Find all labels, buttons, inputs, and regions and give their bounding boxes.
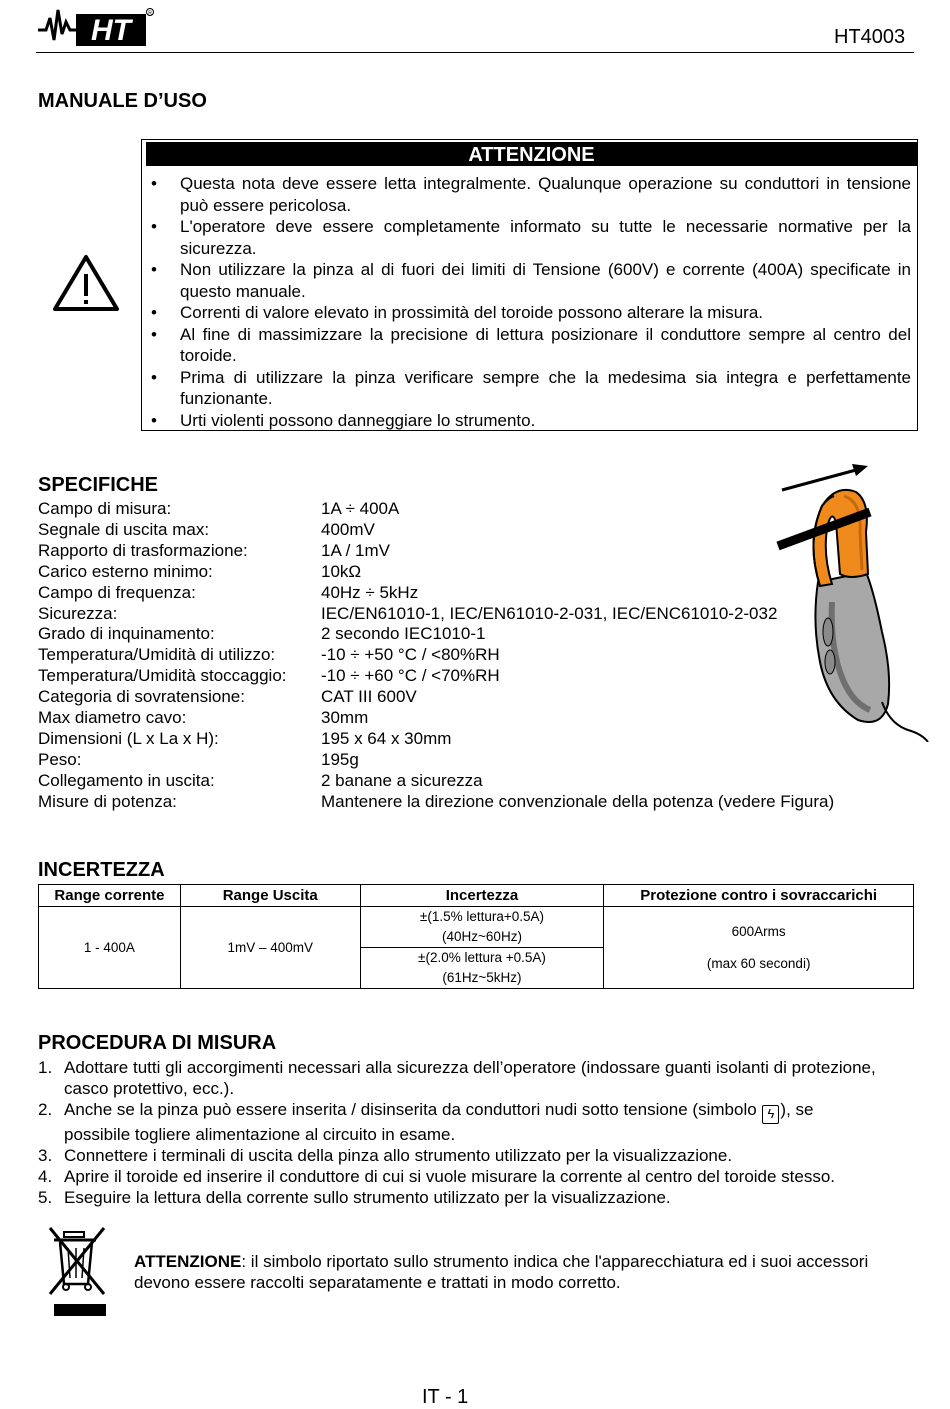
ht-logo [36, 0, 156, 48]
spec-value: CAT III 600V [321, 687, 417, 707]
col-protezione: Protezione contro i sovraccarichi [604, 885, 914, 907]
spec-row [38, 624, 834, 645]
range-corrente-cell: 1 - 400A [39, 907, 181, 989]
spec-row [38, 583, 834, 604]
spec-row [38, 520, 834, 541]
spec-value: 2 secondo IEC1010-1 [321, 624, 486, 644]
spec-value: 30mm [321, 708, 369, 728]
spec-value: Mantenere la direzione convenzionale della potenza (vedere Figura) [321, 791, 835, 811]
warning-item: • Prima di utilizzare la pinza verificare sempre che la medesima sia integra e perfettamente funzionante. [151, 367, 911, 408]
spec-row [38, 541, 834, 562]
spec-label: Collegamento in uscita: [38, 770, 215, 790]
spec-value: 10kΩ [321, 561, 362, 581]
warning-item: • L'operatore deve essere completamente informato su tutte le necessarie normative per la sicurezza. [151, 217, 911, 258]
spec-label: Temperatura/Umidità di utilizzo: [38, 645, 276, 665]
spec-label: Sicurezza: [38, 603, 118, 623]
spec-label: Grado di inquinamento: [38, 624, 215, 644]
spec-row [38, 687, 834, 708]
spec-row [38, 792, 834, 813]
live-voltage-symbol-icon: ϟ [762, 1105, 779, 1124]
warning-item: • Correnti di valore elevato in prossimità del toroide possono alterare la misura. [151, 303, 764, 322]
spec-title: SPECIFICHE [38, 474, 159, 496]
spec-row [38, 499, 834, 520]
protection-cell: 600Arms (max 60 secondi) [604, 907, 914, 989]
spec-label: Temperatura/Umidità stoccaggio: [38, 666, 287, 686]
spec-value: IEC/EN61010-1, IEC/EN61010-2-031, IEC/ENC61010-2-032 [321, 603, 778, 623]
uncertainty-title: INCERTEZZA [38, 859, 165, 881]
spec-row [38, 562, 834, 583]
disposal-note: ATTENZIONE: il simbolo riportato sullo strumento indica che l'apparecchiatura ed i suoi accessori devono essere raccolti separatamente e trattati in modo corretto. [134, 1252, 869, 1292]
spec-value: -10 ÷ +60 °C / <70%RH [321, 666, 500, 686]
warning-box [141, 139, 918, 431]
procedure-step: 4. Aprire il toroide ed inserire il conduttore di cui si vuole misurare la corrente al centro del toroide stesso. [38, 1167, 836, 1186]
warning-item: • Questa nota deve essere letta integralmente. Qualunque operazione su conduttori in tensione può essere pericolosa. [151, 174, 911, 215]
procedure-step: 2. Anche se la pinza può essere inserita / disinserita da conduttori nudi sotto tensione (simbolo ϟ ), se possibile togliere alimentazione al circuito in esame. [38, 1100, 814, 1144]
range-uscita-cell: 1mV – 400mV [180, 907, 360, 989]
procedure-list [38, 1057, 878, 1208]
spec-row [38, 771, 834, 792]
uncertainty-cell: ±(2.0% lettura +0.5A) (61Hz~5kHz) [360, 948, 604, 989]
warning-item: • Urti violenti possono danneggiare lo strumento. [151, 410, 536, 430]
spec-label: Categoria di sovratensione: [38, 687, 245, 707]
manual-title: MANUALE D’USO [38, 90, 207, 112]
table-row [39, 907, 914, 948]
spec-row [38, 708, 834, 729]
spec-label: Dimensioni (L x La x H): [38, 728, 219, 748]
spec-row [38, 750, 834, 771]
current-clamp-illustration [770, 462, 930, 742]
spec-row [38, 604, 834, 625]
logo-text: HT [91, 14, 131, 47]
spec-value: 195g [321, 749, 359, 769]
col-range-corrente: Range corrente [39, 885, 181, 907]
uncertainty-cell: ±(1.5% lettura+0.5A) (40Hz~60Hz) [360, 907, 604, 948]
page-number: IT - 1 [422, 1386, 469, 1408]
spec-value: 40Hz ÷ 5kHz [321, 582, 419, 602]
spec-value: 400mV [321, 519, 375, 539]
uncertainty-header-row [39, 885, 914, 907]
uncertainty-table [38, 884, 914, 989]
spec-label: Misure di potenza: [38, 791, 177, 811]
procedure-step: 1. Adottare tutti gli accorgimenti necessari alla sicurezza dell’operatore (indossare guanti isolanti di protezione, casco protettivo, ecc.). [38, 1058, 876, 1098]
spec-label: Campo di frequenza: [38, 582, 196, 602]
spec-label: Carico esterno minimo: [38, 561, 213, 581]
procedure-step: 3. Connettere i terminali di uscita della pinza allo strumento utilizzato per la visualizzazione. [38, 1146, 733, 1165]
spec-label: Campo di misura: [38, 499, 172, 518]
procedure-step: 5. Eseguire la lettura della corrente sullo strumento utilizzato per la visualizzazione. [38, 1188, 671, 1207]
spec-value: 2 banane a sicurezza [321, 770, 483, 790]
spec-label: Peso: [38, 749, 82, 769]
spec-row [38, 645, 834, 666]
procedure-title: PROCEDURA DI MISURA [38, 1032, 277, 1054]
spec-label: Segnale di uscita max: [38, 519, 210, 539]
spec-value: 1A ÷ 400A [321, 499, 400, 518]
svg-text:R: R [148, 10, 152, 17]
warning-list [142, 173, 917, 431]
spec-value: 1A / 1mV [321, 540, 390, 560]
spec-table [38, 499, 834, 813]
spec-value: -10 ÷ +50 °C / <80%RH [321, 645, 500, 665]
col-incertezza: Incertezza [360, 885, 604, 907]
spec-label: Max diametro cavo: [38, 708, 187, 728]
warning-title: ATTENZIONE [146, 142, 917, 166]
warning-item: • Non utilizzare la pinza al di fuori dei limiti di Tensione (600V) e corrente (400A) specificate in questo manuale. [151, 260, 911, 301]
model-name: HT4003 [834, 26, 906, 48]
spec-row [38, 666, 834, 687]
crossed-bin-icon [46, 1224, 110, 1320]
header-divider [36, 52, 914, 53]
warning-item: • Al fine di massimizzare la precisione di lettura posizionare il conduttore sempre al centro del toroide. [151, 324, 911, 365]
spec-row [38, 729, 834, 750]
col-range-uscita: Range Uscita [180, 885, 360, 907]
warning-triangle-icon [52, 254, 120, 312]
spec-label: Rapporto di trasformazione: [38, 540, 248, 560]
spec-value: 195 x 64 x 30mm [321, 728, 452, 748]
